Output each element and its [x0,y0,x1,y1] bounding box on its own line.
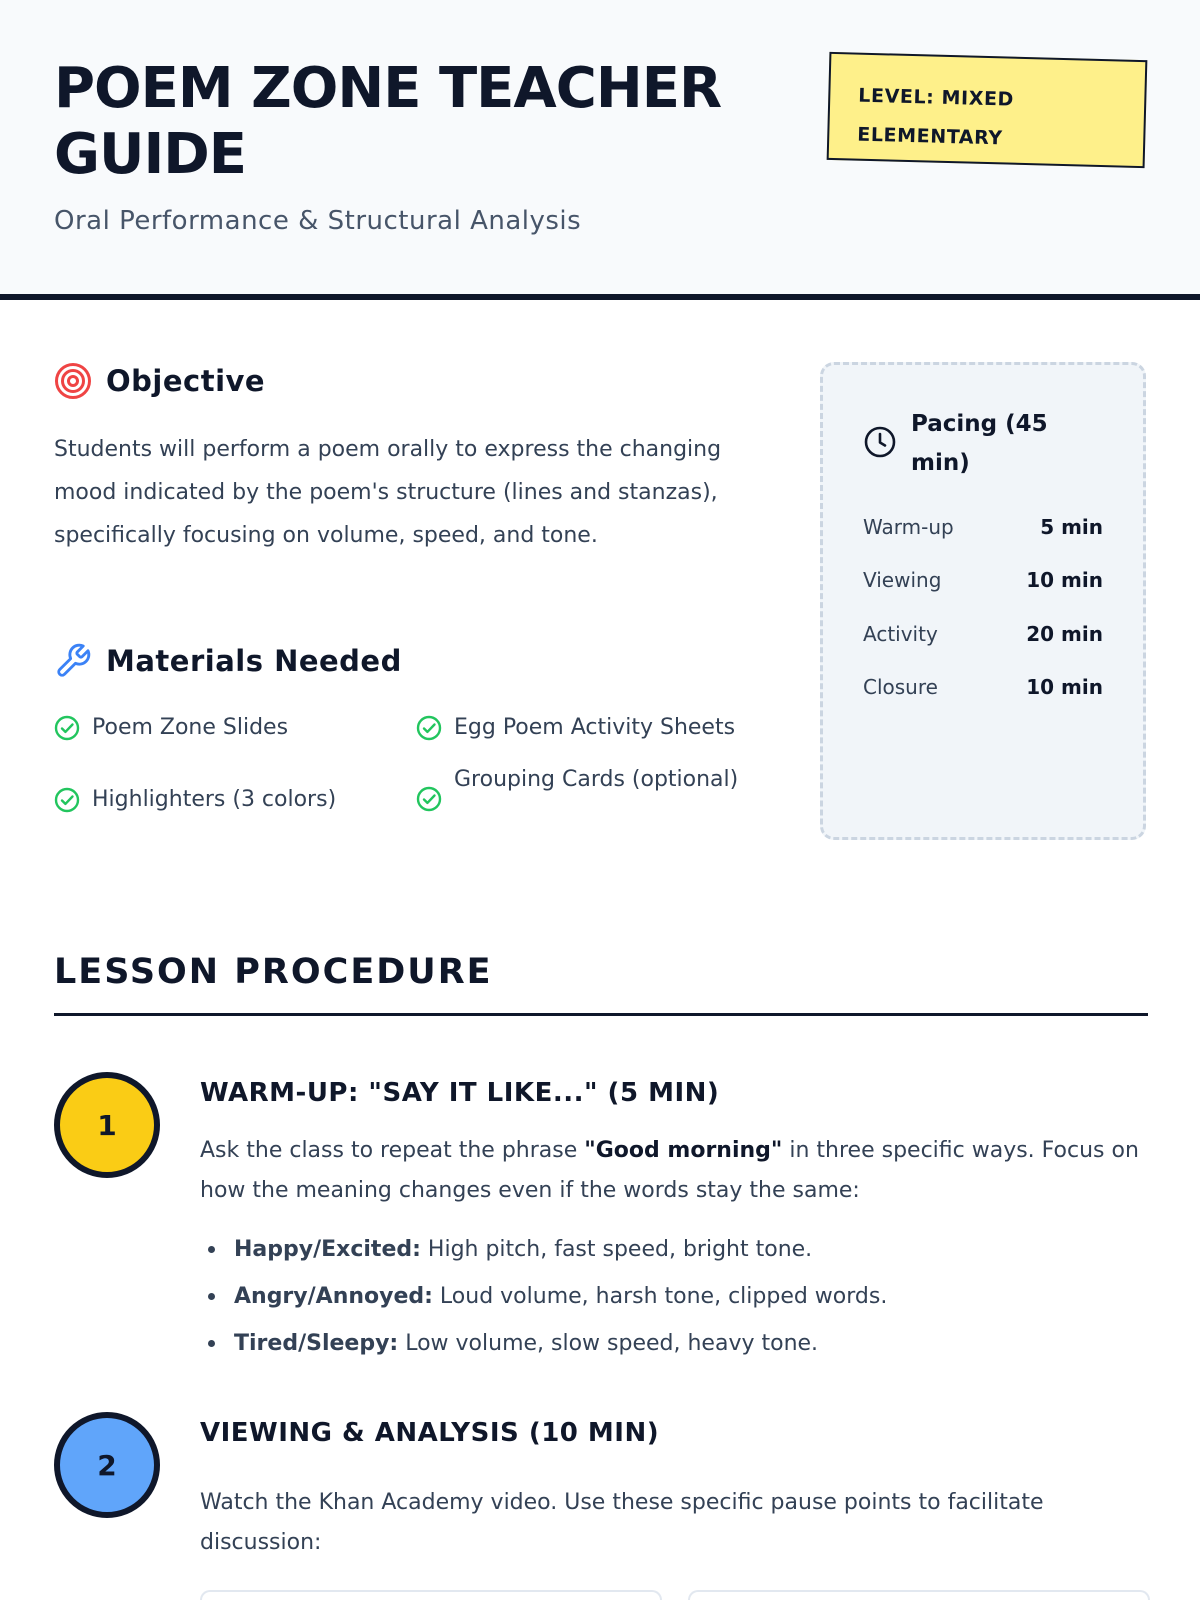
mood-label: Happy/Excited: [234,1237,421,1262]
procedure-divider [54,1013,1148,1016]
objective-text: Students will perform a poem orally to express the changing mood indicated by the poem's structure (lines and stanzas), specifically focusing on volume, speed, and tone. [54,437,722,548]
pacing-row-value: 10 min [1026,675,1103,699]
material-label: Egg Poem Activity Sheets [454,715,736,740]
pacing-row [863,568,1103,592]
material-item [416,708,735,748]
mood-description: Low volume, slow speed, heavy tone. [398,1331,819,1356]
step-intro-before: Ask the class to repeat the phrase [200,1138,585,1163]
mood-description: High pitch, fast speed, bright tone. [420,1237,813,1262]
list-item [200,1226,887,1273]
step-intro [200,1131,1140,1211]
procedure-title: LESSON PROCEDURE [54,952,493,992]
step-title: VIEWING & ANALYSIS (10 MIN) [200,1418,660,1448]
step-number-badge: 1 [54,1072,160,1178]
wrench-icon [54,642,92,680]
pacing-title: Pacing (45 min) [911,411,1048,476]
clock-icon [863,425,897,459]
material-label: Poem Zone Slides [92,715,289,740]
objective-heading-label: Objective [106,364,266,398]
target-icon [54,362,92,400]
step-number-badge: 2 [54,1412,160,1518]
pacing-row-value: 5 min [1040,515,1103,539]
step-intro-after: in three specific ways. Focus on how the meaning changes even if the words stay the same: [200,1138,1139,1203]
step-intro-phrase: "Good morning" [584,1138,783,1163]
mood-description: Loud volume, harsh tone, clipped words. [432,1284,888,1309]
check-circle-icon [54,715,80,741]
pause-point-card [688,1590,1150,1600]
check-circle-icon [54,787,80,813]
material-label: Highlighters (3 colors) [92,787,337,812]
pacing-row [863,515,1103,539]
page-subtitle: Oral Performance & Structural Analysis [54,206,582,236]
pacing-row [863,622,1103,646]
list-item [200,1273,887,1320]
objective-heading [54,362,265,400]
step-title: WARM-UP: "SAY IT LIKE..." (5 MIN) [200,1078,720,1108]
step-intro: Watch the Khan Academy video. Use these specific pause points to facilitate discussion: [200,1490,1044,1555]
level-badge-line1: LEVEL: MIXED [858,84,1015,111]
list-item [200,1320,887,1367]
level-badge-line2: ELEMENTARY [857,123,1003,150]
pause-point-card [200,1590,662,1600]
pacing-card [820,362,1146,840]
mood-label: Angry/Annoyed: [234,1284,433,1309]
materials-heading [54,642,402,680]
page-header [0,0,1200,300]
material-item [416,760,756,812]
level-badge [827,52,1148,168]
mood-list [200,1226,887,1367]
material-item [54,708,288,748]
check-circle-icon [416,715,442,741]
materials-heading-label: Materials Needed [106,644,402,678]
pacing-row-value: 20 min [1026,622,1103,646]
pacing-heading [863,405,1081,483]
pacing-row-label: Warm-up [863,515,954,539]
page-title: POEM ZONE TEACHER GUIDE [54,56,722,187]
pacing-row-label: Activity [863,622,938,646]
pacing-row-label: Closure [863,675,938,699]
mood-label: Tired/Sleepy: [234,1331,399,1356]
pacing-row-value: 10 min [1026,568,1103,592]
pacing-row [863,675,1103,699]
pacing-row-label: Viewing [863,568,942,592]
check-circle-icon [416,786,442,812]
material-item [54,780,336,820]
material-label: Grouping Cards (optional) [454,767,739,792]
